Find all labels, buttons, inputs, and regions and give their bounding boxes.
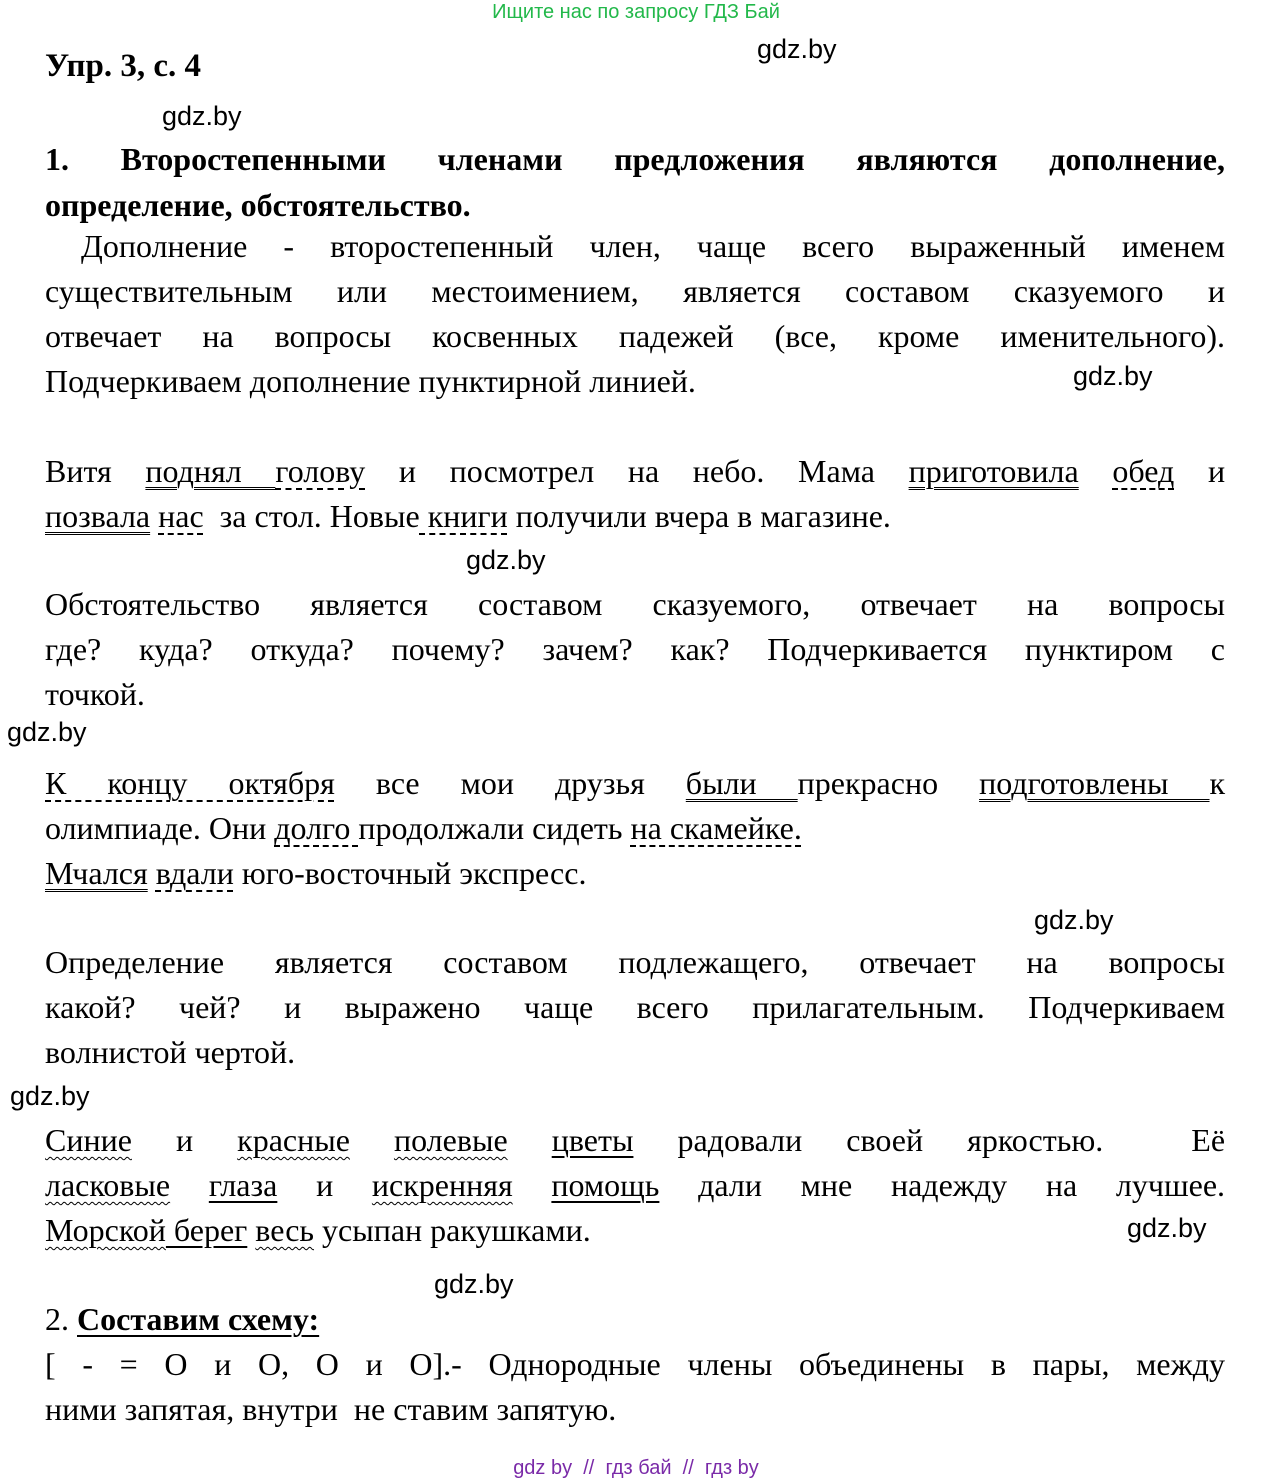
word: и посмотрел на небо. Мама	[398, 453, 875, 489]
subject-word: берег	[165, 1212, 248, 1248]
adverbial-word: К концу октября	[45, 765, 335, 801]
word: за стол. Новые	[203, 498, 420, 534]
text-line: Дополнение - второстепенный член, чаще всего выраженный именем	[45, 228, 1225, 264]
example-line	[45, 1208, 1225, 1253]
text-line: Подчеркиваем дополнение пунктирной линией.	[45, 363, 696, 399]
word: все мои друзья	[375, 765, 645, 801]
heading-line: определение, обстоятельство.	[45, 187, 471, 223]
watermark: gdz.by	[434, 1269, 514, 1299]
word: получили вчера в магазине.	[515, 498, 891, 534]
watermark: gdz.by	[1073, 361, 1153, 391]
word: радовали своей яркостью. Её	[677, 1122, 1226, 1158]
watermark: gdz.by	[10, 1081, 90, 1111]
object-definition	[45, 224, 1225, 404]
subject-word: помощь	[551, 1167, 660, 1203]
attribute-examples	[45, 1118, 1225, 1253]
part-number: 2.	[45, 1301, 77, 1337]
predicate-word: поднял	[145, 453, 276, 489]
attribute-word: весь	[255, 1212, 315, 1248]
text-line: ними запятая, внутри не ставим запятую.	[45, 1391, 617, 1427]
example-line	[45, 761, 1225, 806]
heading-line: 1. Второстепенными членами предложения являются дополнение,	[45, 141, 1225, 177]
predicate-word: позвала	[45, 498, 151, 534]
word: юго-восточный экспресс.	[241, 855, 587, 891]
text-line: точкой.	[45, 676, 145, 712]
example-line	[45, 806, 1225, 851]
attribute-word: Синие	[45, 1122, 132, 1158]
predicate-word: приготовила	[908, 453, 1079, 489]
example-line	[45, 1163, 1225, 1208]
attribute-word: красные	[237, 1122, 350, 1158]
attribute-word: ласковые	[45, 1167, 171, 1203]
attribute-word: полевые	[393, 1122, 508, 1158]
word: дали мне надежду на лучшее.	[698, 1167, 1226, 1203]
exercise-title: Упр. 3, с. 4	[45, 48, 202, 84]
text-line: какой? чей? и выражено чаще всего прилагательным. Подчеркиваем	[45, 989, 1225, 1025]
attribute-definition	[45, 940, 1225, 1075]
bottom-banner[interactable]: gdz by // гдз бай // гдз by	[513, 1457, 759, 1479]
word: олимпиаде. Они	[45, 810, 267, 846]
scheme-line: [ - = О и О, О и О].- Однородные члены объединены в пары, между	[45, 1346, 1225, 1382]
word: продолжали сидеть	[358, 810, 623, 846]
example-line	[45, 494, 1225, 539]
text-line: волнистой чертой.	[45, 1034, 296, 1070]
object-word: нас	[158, 498, 204, 534]
watermark: gdz.by	[1034, 905, 1114, 935]
subject-word: глаза	[208, 1167, 278, 1203]
object-word: обед	[1112, 453, 1175, 489]
watermark: gdz.by	[7, 717, 87, 747]
word: к	[1209, 765, 1226, 801]
attribute-word: искренняя	[371, 1167, 513, 1203]
text-line: где? куда? откуда? почему? зачем? как? Подчеркивается пунктиром с	[45, 631, 1225, 667]
adverbial-word: вдали	[155, 855, 234, 891]
predicate-word: Мчался	[45, 855, 148, 891]
text-line: Определение является составом подлежащего, отвечает на вопросы	[45, 944, 1225, 980]
subject-word: цветы	[551, 1122, 634, 1158]
predicate-word: были	[685, 765, 798, 801]
word: прекрасно	[797, 765, 939, 801]
word: и	[316, 1167, 334, 1203]
example-line	[45, 1118, 1225, 1163]
part-two-heading	[45, 1297, 1225, 1342]
watermark: gdz.by	[466, 545, 546, 575]
heading-secondary-members	[45, 136, 1225, 228]
object-word: книги	[419, 498, 508, 534]
adverbial-word: на скамейке.	[630, 810, 802, 846]
watermark: gdz.by	[757, 34, 837, 64]
word: усыпан ракушками.	[322, 1212, 591, 1248]
predicate-word: подготовлены	[979, 765, 1210, 801]
part-heading: Составим схему:	[77, 1301, 320, 1337]
object-examples	[45, 449, 1225, 539]
word: и	[1207, 453, 1226, 489]
watermark: gdz.by	[1127, 1213, 1207, 1243]
adverbial-definition	[45, 582, 1225, 717]
word: Витя	[45, 453, 112, 489]
adverbial-word: долго	[274, 810, 359, 846]
part-two	[45, 1297, 1225, 1432]
text-line: существительным или местоимением, является составом сказуемого и	[45, 273, 1225, 309]
object-word: голову	[275, 453, 366, 489]
example-line	[45, 449, 1225, 494]
text-line: Обстоятельство является составом сказуемого, отвечает на вопросы	[45, 586, 1225, 622]
example-line	[45, 851, 1225, 896]
watermark: gdz.by	[162, 101, 242, 131]
word: и	[175, 1122, 194, 1158]
adverbial-examples	[45, 761, 1225, 896]
text-line: отвечает на вопросы косвенных падежей (все, кроме именительного).	[45, 318, 1225, 354]
top-banner[interactable]: Ищите нас по запросу ГДЗ Бай	[492, 1, 780, 23]
attribute-word: Морской	[45, 1212, 166, 1248]
